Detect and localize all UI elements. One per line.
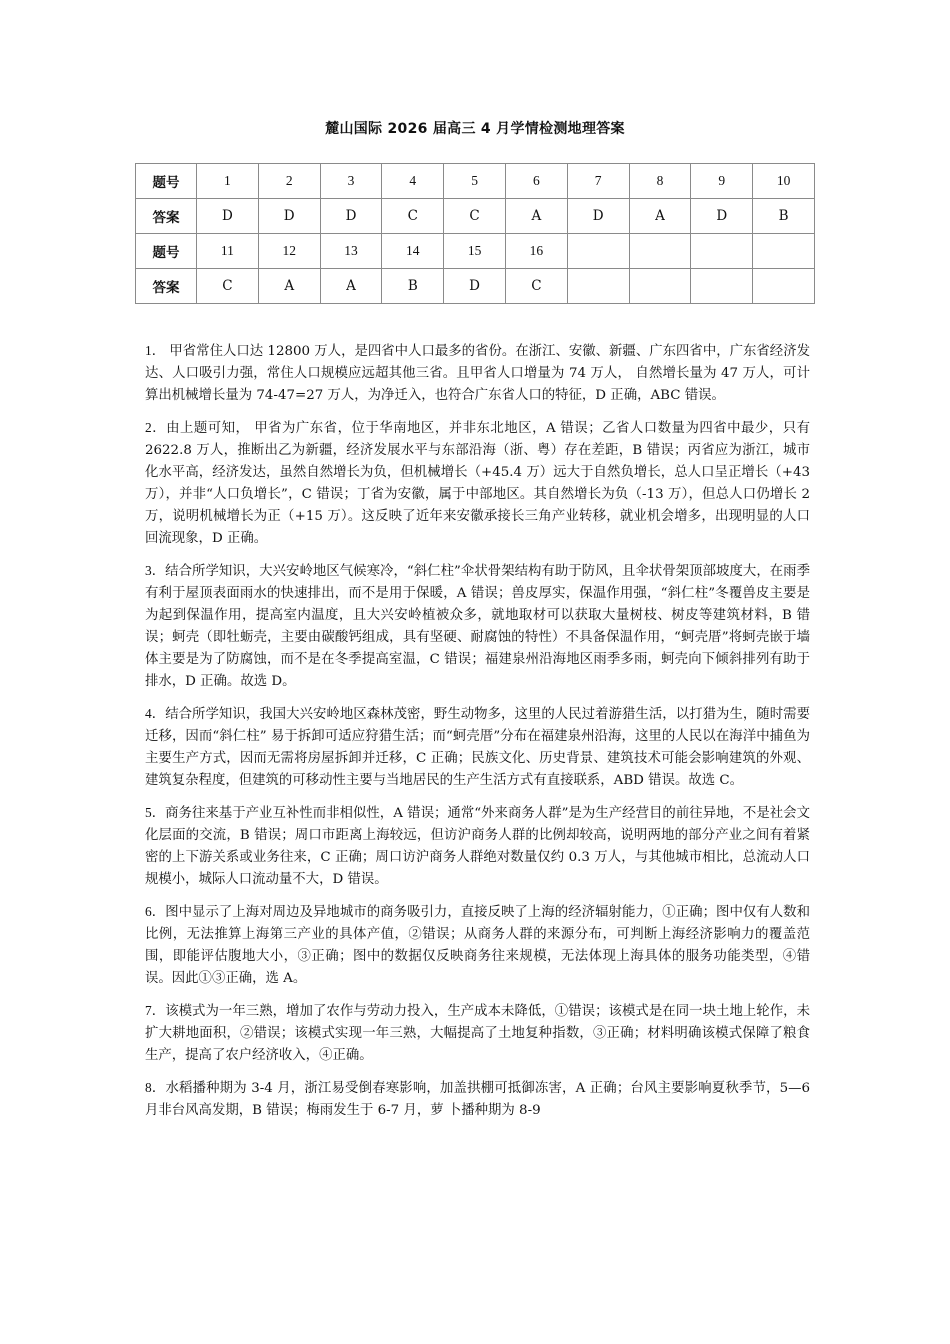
- question-number-cell: [691, 234, 753, 269]
- answer-cell: C: [505, 269, 567, 304]
- question-number-cell: 8: [629, 164, 691, 199]
- answer-cell: D: [691, 199, 753, 234]
- row-header: 题号: [136, 234, 197, 269]
- question-number-cell: 15: [444, 234, 506, 269]
- question-number-cell: 5: [444, 164, 506, 199]
- explanation-number: 2．: [145, 420, 167, 435]
- answer-cell: C: [444, 199, 506, 234]
- row-header: 答案: [136, 269, 197, 304]
- row-header: 答案: [136, 199, 197, 234]
- answer-cell: B: [753, 199, 815, 234]
- question-number-cell: 11: [197, 234, 259, 269]
- question-number-cell: 9: [691, 164, 753, 199]
- explanation-text: 由上题可知， 甲省为广东省，位于华南地区，并非东北地区，A 错误；乙省人口数量为四省中最少，只有 2622.8 万人，推断出乙为新疆，经济发展水平与东部沿海（浙、粤）存在差距，B 错误；丙省应为浙江，城市化水平高，经济发达，虽然自然增长为负，但机械增长（+45.4 万）远大于自然负增长，总人口呈正增长（+43 万），并非“人口负增长”，C 错误；丁省为安徽，属于中部地区。其自然增长为负（-13 万），但总人口仍增长 2 万，说明机械增长为正（+15 万）。这反映了近年来安徽承接长三角产业转移，就业机会增多，出现明显的人口回流现象，D 正确。: [145, 421, 810, 546]
- question-number-cell: 14: [382, 234, 444, 269]
- answer-cell: C: [197, 269, 259, 304]
- answer-cell: [629, 269, 691, 304]
- answer-cell: [691, 269, 753, 304]
- explanation-paragraph: [145, 340, 810, 407]
- answer-cell: D: [567, 199, 629, 234]
- answer-cell: [753, 269, 815, 304]
- answer-cell: D: [197, 199, 259, 234]
- explanation-paragraph: [145, 1000, 810, 1067]
- explanation-text: 图中显示了上海对周边及异地城市的商务吸引力，直接反映了上海的经济辐射能力，①正确；图中仅有人数和比例，无法推算上海第三产业的具体产值，②错误；从商务人群的来源分布，可判断上海经济影响力的覆盖范围，即能评估腹地大小，③正确；图中的数据仅反映商务往来规模，无法体现上海具体的服务功能类型，④错误。因此①③正确，选 A。: [145, 905, 811, 986]
- explanations: [145, 340, 810, 1132]
- explanation-paragraph: [145, 560, 810, 693]
- question-number-row: [136, 164, 815, 199]
- explanation-number: 6．: [145, 904, 166, 919]
- question-number-cell: 16: [505, 234, 567, 269]
- answer-row: [136, 199, 815, 234]
- answer-cell: D: [320, 199, 382, 234]
- question-number-row: [136, 234, 815, 269]
- explanation-text: 水稻播种期为 3-4 月，浙江易受倒春寒影响，加盖拱棚可抵御冻害，A 正确；台风主要影响夏秋季节，5—6 月非台风高发期，B 错误；梅雨发生于 6-7 月，萝 卜播种期为 8-9: [145, 1081, 810, 1118]
- document-title: 麓山国际 2026 届高三 4 月学情检测地理答案: [325, 121, 625, 137]
- explanation-number: 1．: [145, 343, 166, 358]
- answer-cell: C: [382, 199, 444, 234]
- explanation-number: 3．: [145, 563, 166, 578]
- explanation-text: 商务往来基于产业互补性而非相似性，A 错误；通常“外来商务人群”是为生产经营目的前往异地，不是社会文化层面的交流，B 错误；周口市距离上海较远，但访沪商务人群的比例却较高，说明两地的部分产业之间有着紧密的上下游关系或业务往来，C 正确；周口访沪商务人群绝对数量仅约 0.3 万人，与其他城市相比，总流动人口规模小，城际人口流动量不大，D 错误。: [145, 806, 810, 887]
- answer-row: [136, 269, 815, 304]
- question-number-cell: 7: [567, 164, 629, 199]
- row-header: 题号: [136, 164, 197, 199]
- question-number-cell: 3: [320, 164, 382, 199]
- question-number-cell: 4: [382, 164, 444, 199]
- explanation-number: 7．: [145, 1003, 166, 1018]
- explanation-text: 甲省常住人口达 12800 万人，是四省中人口最多的省份。在浙江、安徽、新疆、广东四省中，广东省经济发达、人口吸引力强，常住人口规模应远超其他三省。且甲省人口增量为 74 万人， 自然增长量为 47 万人，可计算出机械增长量为 74-47=27 万人，为净迁入，也符合广东省人口的特征，D 正确，ABC 错误。: [145, 344, 810, 403]
- answer-cell: [567, 269, 629, 304]
- question-number-cell: 1: [197, 164, 259, 199]
- question-number-cell: 12: [258, 234, 320, 269]
- answer-cell: A: [320, 269, 382, 304]
- question-number-cell: [753, 234, 815, 269]
- answer-cell: B: [382, 269, 444, 304]
- question-number-cell: 13: [320, 234, 382, 269]
- explanation-text: 结合所学知识，我国大兴安岭地区森林茂密，野生动物多，这里的人民过着游猎生活，以打猎为生，随时需要迁移，因而“斜仁柱” 易于拆卸可适应狩猎生活；而“蚵壳厝”分布在福建泉州沿海，这里的人民以在海洋中捕鱼为主要生产方式，因而无需将房屋拆卸并迁移，C 正确；民族文化、历史背景、建筑技术可能会影响建筑的外观、建筑复杂程度，但建筑的可移动性主要与当地居民的生产生活方式有直接联系，ABD 错误。故选 C。: [145, 707, 811, 788]
- question-number-cell: 2: [258, 164, 320, 199]
- explanation-number: 4．: [145, 706, 166, 721]
- explanation-text: 结合所学知识，大兴安岭地区气候寒冷，“斜仁柱”伞状骨架结构有助于防风，且伞状骨架顶部坡度大，在雨季有利于屋顶表面雨水的快速排出，而不是用于保暖，A 错误；兽皮厚实，保温作用强，“斜仁柱”冬覆兽皮主要是为起到保温作用，提高室内温度，且大兴安岭植被众多，就地取材可以获取大量树枝、树皮等建筑材料，B 错误；蚵壳（即牡蛎壳，主要由碳酸钙组成，具有坚硬、耐腐蚀的特性）不具备保温作用，“蚵壳厝”将蚵壳嵌于墙体主要是为了防腐蚀，而不是在冬季提高室温，C 错误；福建泉州沿海地区雨季多雨，蚵壳向下倾斜排列有助于排水，D 正确。故选 D。: [145, 564, 810, 689]
- explanation-paragraph: [145, 417, 810, 550]
- explanation-number: 8．: [145, 1080, 166, 1095]
- question-number-cell: [629, 234, 691, 269]
- question-number-cell: [567, 234, 629, 269]
- explanation-paragraph: [145, 802, 810, 891]
- answer-cell: A: [505, 199, 567, 234]
- explanation-paragraph: [145, 703, 810, 792]
- question-number-cell: 6: [505, 164, 567, 199]
- explanation-paragraph: [145, 1077, 810, 1122]
- answer-cell: A: [629, 199, 691, 234]
- answer-table: [135, 163, 815, 304]
- answer-cell: D: [444, 269, 506, 304]
- explanation-paragraph: [145, 901, 810, 990]
- explanation-number: 5．: [145, 805, 166, 820]
- answer-cell: D: [258, 199, 320, 234]
- answer-cell: A: [258, 269, 320, 304]
- explanation-text: 该模式为一年三熟，增加了农作与劳动力投入，生产成本未降低，①错误；该模式是在同一块土地上轮作，未扩大耕地面积，②错误；该模式实现一年三熟，大幅提高了土地复种指数，③正确；材料明确该模式保障了粮食生产，提高了农户经济收入，④正确。: [145, 1004, 811, 1063]
- question-number-cell: 10: [753, 164, 815, 199]
